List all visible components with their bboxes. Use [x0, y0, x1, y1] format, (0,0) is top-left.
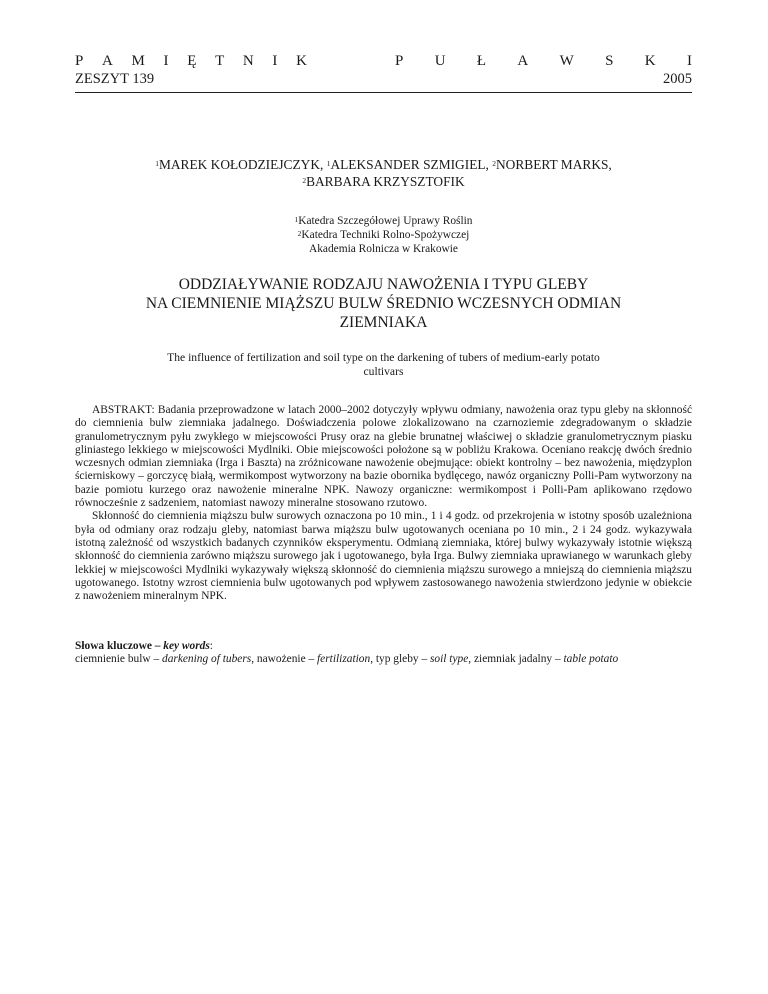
- keyword-english: darkening of tubers: [162, 653, 252, 666]
- authors-line-2: [75, 173, 692, 190]
- abstract-paragraph-2: Skłonność do ciemnienia miąższu bulw surowych oznaczona po 10 min., 1 i 4 godz. od przekrojenia w istotny sposób uzależniona była od odmiany oraz rodzaju gleby, natomiast barwa miąższu bulw ugotowanych oceniana po 10 min., 2 i 24 godz. wykazywała istotną zależność od wszystkich badanych czynników eksperymentu. Odmianą ziemniaka, której bulwy wykazywały istotnie większą skłonność do ciemnienia zarówno miąższu surowego jak i ugotowanego, była Irga. Bulwy ziemniaka uprawianego w warunkach gleby lekkiej w miejscowości Mydlniki wykazywały większą skłonność do ciemnienia miąższu surowego a mniejszą do ciemnienia miąższu ugotowanego. Istotny wzrost ciemnienia bulw ugotowanych pod wpływem zastosowanego nawożenia stwierdzono jedynie w obiekcie z nawożeniem mineralnym NPK.: [75, 510, 692, 603]
- title-line: NA CIEMNIENIE MIĄŻSZU BULW ŚREDNIO WCZESNYCH ODMIAN: [145, 295, 622, 312]
- journal-letter: S: [605, 53, 614, 69]
- journal-letter: I: [163, 53, 169, 69]
- issue-number: ZESZYT 139: [75, 71, 155, 87]
- journal-letter: U: [434, 53, 446, 69]
- article-title-english: [110, 351, 657, 379]
- affiliation-line: [75, 214, 692, 228]
- author-name: MAREK KOŁODZIEJCZYK,: [158, 157, 324, 172]
- affiliation-mark: 1: [294, 215, 299, 224]
- authors-line-1: [75, 156, 692, 173]
- author-affil-mark: 2: [302, 176, 307, 185]
- author-name: BARBARA KRZYSZTOFIK: [306, 174, 465, 189]
- title-line: The influence of fertilization and soil type on the darkening of tubers of medium-early potato: [167, 351, 600, 364]
- journal-letter: I: [272, 53, 278, 69]
- keywords-label: Słowa kluczowe – key words: [75, 640, 210, 652]
- article-title-polish: [100, 275, 667, 332]
- journal-name-word2: [395, 52, 692, 71]
- affiliation-text: Akademia Rolnicza w Krakowie: [309, 243, 458, 255]
- journal-header: [75, 52, 692, 71]
- title-line: cultivars: [363, 365, 404, 378]
- keyword-polish: ziemniak jadalny –: [473, 653, 564, 666]
- affiliations: [75, 214, 692, 256]
- keyword-polish: typ gleby –: [375, 653, 430, 666]
- affiliation-line: [75, 228, 692, 242]
- keyword-english: soil type: [430, 653, 469, 666]
- journal-letter: N: [242, 53, 254, 69]
- abstract: [75, 404, 692, 603]
- journal-letter: A: [102, 53, 113, 69]
- issue-row: [75, 70, 692, 89]
- journal-letter: T: [215, 53, 225, 69]
- keyword-separator: ,: [251, 653, 257, 666]
- keyword-english: fertilization: [317, 653, 371, 666]
- keyword-separator: ,: [468, 653, 474, 666]
- keywords: Słowa kluczowe – key words: ciemnienie bulw – darkening of tubers, nawożenie – fertilization, typ gleby – soil type, ziemniak jadalny – table potato: [75, 640, 692, 667]
- keywords-list: [75, 653, 692, 666]
- journal-letter: Ł: [476, 53, 487, 69]
- journal-letter: Ę: [187, 53, 197, 69]
- keyword-english: table potato: [563, 653, 619, 666]
- journal-letter: A: [517, 53, 529, 69]
- author-affil-mark: 2: [492, 159, 497, 168]
- title-line: ODDZIAŁYWANIE RODZAJU NAWOŻENIA I TYPU GLEBY: [178, 276, 589, 293]
- journal-letter: P: [395, 53, 404, 69]
- title-line: ZIEMNIAKA: [339, 314, 428, 331]
- author-affil-mark: 1: [326, 159, 331, 168]
- journal-letter: M: [131, 53, 145, 69]
- journal-letter: I: [686, 53, 692, 69]
- issue-year: 2005: [663, 71, 692, 87]
- authors: [75, 156, 692, 190]
- journal-letter: P: [75, 53, 84, 69]
- author-name: ALEKSANDER SZMIGIEL,: [330, 157, 489, 172]
- abstract-paragraph-1: ABSTRAKT: Badania przeprowadzone w latach 2000–2002 dotyczyły wpływu odmiany, nawożenia oraz typu gleby na skłonność do ciemnienia bulw ziemniaka jadalnego. Doświadczenia polowe zlokalizowano na czarnoziemie zdegradowanym o składzie granulometrycznym pyłu zwykłego w miejscowości Prusy oraz na glebie brunatnej właściwej o składzie granulometrycznym piasku gliniastego lekkiego w miejscowości Mydlniki. Obie miejscowości położone są w pobliżu Krakowa. Oceniano reakcję dwóch średnio wczesnych odmian ziemniaka (Irga i Baszta) na zróżnicowane nawożenie obejmujące: obiekt kontrolny – bez nawożenia, międzyplon ścierniskowy – gorczycę białą, wermikompost wytworzony na bazie obornika bydlęcego, nawóz organiczny Polli-Pam wytworzony na bazie pomiotu kurzego oraz nawożenie mineralne NPK. Nawozy organiczne: wermikompost i Polli-Pam aplikowano rzędowo równocześnie z sadzeniem, natomiast nawozy mineralne stosowano rzutowo.: [75, 404, 692, 510]
- journal-name-word1: [75, 52, 307, 71]
- keyword-separator: ,: [370, 653, 376, 666]
- affiliation-line: [75, 242, 692, 256]
- keyword-polish: nawożenie –: [256, 653, 318, 666]
- affiliation-mark: 2: [297, 229, 302, 238]
- keyword-polish: ciemnienie bulw –: [75, 653, 162, 666]
- journal-letter: W: [559, 53, 574, 69]
- author-name: NORBERT MARKS,: [496, 157, 612, 172]
- author-affil-mark: 1: [155, 159, 159, 168]
- affiliation-text: Katedra Szczegółowej Uprawy Roślin: [298, 215, 473, 227]
- journal-letter: K: [296, 53, 307, 69]
- affiliation-text: Katedra Techniki Rolno-Spożywczej: [301, 229, 470, 241]
- journal-letter: K: [644, 53, 656, 69]
- header-rule: [75, 92, 692, 93]
